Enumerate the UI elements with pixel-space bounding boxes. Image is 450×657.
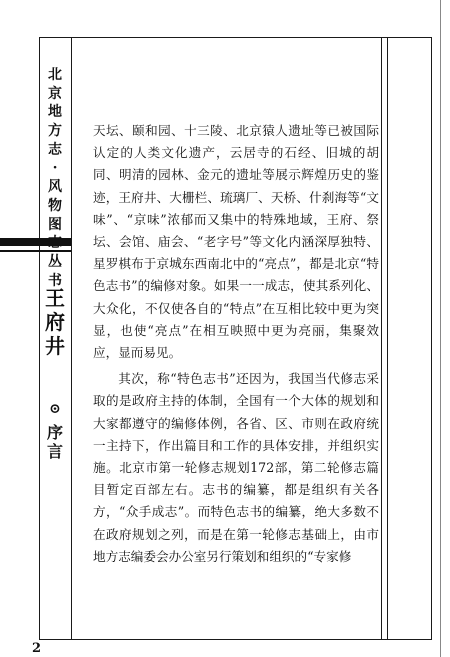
right-margin-rule-outer — [387, 37, 388, 640]
series-title-char: 丛 — [48, 253, 62, 270]
section-title-char: 言 — [46, 442, 63, 461]
sidebar-bar — [0, 232, 71, 268]
book-title — [39, 288, 71, 360]
book-title-char: 府 — [45, 310, 65, 334]
paragraph-1: 天坛、颐和园、十三陵、北京猿人遗址等已被国际认定的人类文化遗产，云居寺的石经、旧城的胡同、明清的园林、金元的遗址等展示辉煌历史的鉴迹，王府井、大栅栏、琉璃厂、天桥、什刹海等“文味”、“京味”浓郁而又集中的特殊地域，王府、祭坛、会馆、庙会、“老字号”等文化内涵深厚独特、星罗棋布于京城东西南北中的“亮点”，都是北京“特色志书”的编修对象。如果一一成志，使其系列化、大众化，不仅使各自的“特点”在互相比较中更为突显，也使“亮点”在相互映照中更为亮丽，集聚效应，显而易见。 — [93, 123, 379, 361]
body-text — [93, 120, 379, 568]
section-title-char: 序 — [46, 423, 63, 442]
series-title-char: 图 — [48, 216, 62, 233]
series-title-char: 方 — [48, 123, 62, 140]
series-title-char: 京 — [48, 85, 62, 102]
series-title-char: · — [52, 160, 58, 177]
series-title-char: 物 — [48, 197, 62, 214]
paragraph-2: 其次，称“特色志书”还因为，我国当代修志采取的是政府主持的体制，全国有一个大体的规划和大家都遵守的编修体例，各省、区、市则在政府统一主持下，作出篇目和工作的具体安排，并组织实施。北京市第一轮修志规划172部，第二轮修志篇目暂定百部左右。志书的编纂，都是组织有关各方，“众手成志”。而特色志书的编纂，绝大多数不在政府规划之列，而是在第一轮修志基础上，由市地方志编委会办公室另行策划和组织的“专家修 — [93, 371, 379, 564]
series-title-char: 地 — [48, 104, 62, 121]
book-title-char: 井 — [45, 334, 65, 358]
section-heading — [39, 402, 71, 463]
right-margin-rule — [381, 37, 382, 640]
series-title-char: 志 — [48, 141, 62, 158]
page-edge — [440, 0, 441, 657]
page-number: 2 — [32, 641, 42, 656]
series-title-char: 风 — [48, 179, 62, 196]
sidebar-bar-thick — [0, 238, 71, 246]
sidebar-bar-thin — [0, 250, 71, 252]
sidebar-divider — [71, 37, 72, 640]
series-title-char: 北 — [48, 67, 62, 83]
section-marker-icon: ⊙ — [49, 401, 61, 417]
section-title — [47, 425, 63, 463]
series-title-char: 书 — [48, 272, 62, 289]
book-title-char: 王 — [45, 286, 65, 310]
